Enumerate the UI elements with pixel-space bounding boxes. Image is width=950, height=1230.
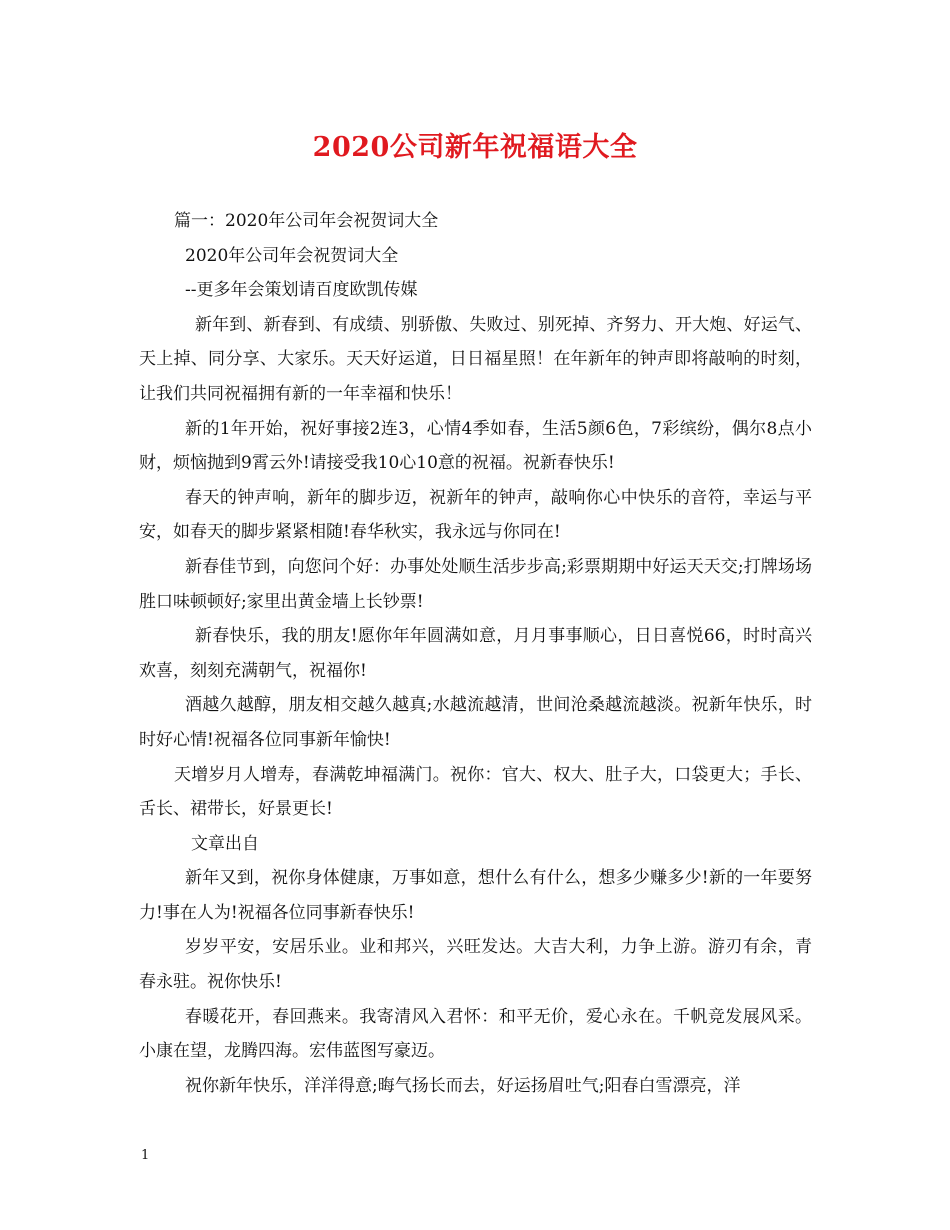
paragraph: 篇一：2020年公司年会祝贺词大全 [174,211,439,231]
document-body [139,204,812,1103]
paragraph: 新年又到，祝你身体健康，万事如意，想什么有什么，想多少赚多少!新的一年要努力!事在人为!祝福各位同事新春快乐! [139,868,812,923]
paragraph: 酒越久越醇，朋友相交越久越真;水越流越清，世间沧桑越流越淡。祝新年快乐，时时好心情!祝福各位同事新年愉快! [139,695,812,750]
paragraph: 2020年公司年会祝贺词大全 [185,245,399,266]
paragraph: 天增岁月人增寿，春满乾坤福满门。祝你：官大、权大、肚子大，口袋更大；手长、舌长、裙带长，好景更长! [139,764,812,820]
paragraph: 新春佳节到，向您问个好：办事处处顺生活步步高;彩票期期中好运天天交;打牌场场胜口味顿顿好;家里出黄金墙上长钞票! [139,556,812,612]
paragraph: 新的1年开始，祝好事接2连3，心情4季如春，生活5颜6色，7彩缤纷，偶尔8点小财，烦恼抛到9霄云外!请接受我10心10意的祝福。祝新春快乐! [139,418,812,474]
paragraph: 春暖花开，春回燕来。我寄清风入君怀：和平无价，爱心永在。千帆竞发展风采。小康在望，龙腾四海。宏伟蓝图写豪迈。 [139,1006,812,1062]
paragraph: 祝你新年快乐，洋洋得意;晦气扬长而去，好运扬眉吐气;阳春白雪漂亮，洋 [185,1075,741,1096]
paragraph: 新春快乐，我的朋友!愿你年年圆满如意，月月事事顺心，日日喜悦66，时时高兴欢喜，刻刻充满朝气，祝福你! [139,626,812,681]
paragraph: 新年到、新春到、有成绩、别骄傲、失败过、别死掉、齐努力、开大炮、好运气、天上掉、同分享、大家乐。天天好运道，日日福星照！在年新年的钟声即将敲响的时刻，让我们共同祝福拥有新的一年幸福和快乐！ [139,314,812,404]
page-number: 1 [141,1148,150,1163]
paragraph: 岁岁平安，安居乐业。业和邦兴，兴旺发达。大吉大利，力争上游。游刃有余，青春永驻。祝你快乐! [139,937,812,993]
paragraph: --更多年会策划请百度欧凯传媒 [185,280,418,301]
paragraph: 文章出自 [191,833,259,854]
paragraph: 春天的钟声响，新年的脚步迈，祝新年的钟声，敲响你心中快乐的音符，幸运与平安，如春天的脚步紧紧相随!春华秋实，我永远与你同在! [139,487,812,543]
document-title: 2020公司新年祝福语大全 [312,132,638,163]
